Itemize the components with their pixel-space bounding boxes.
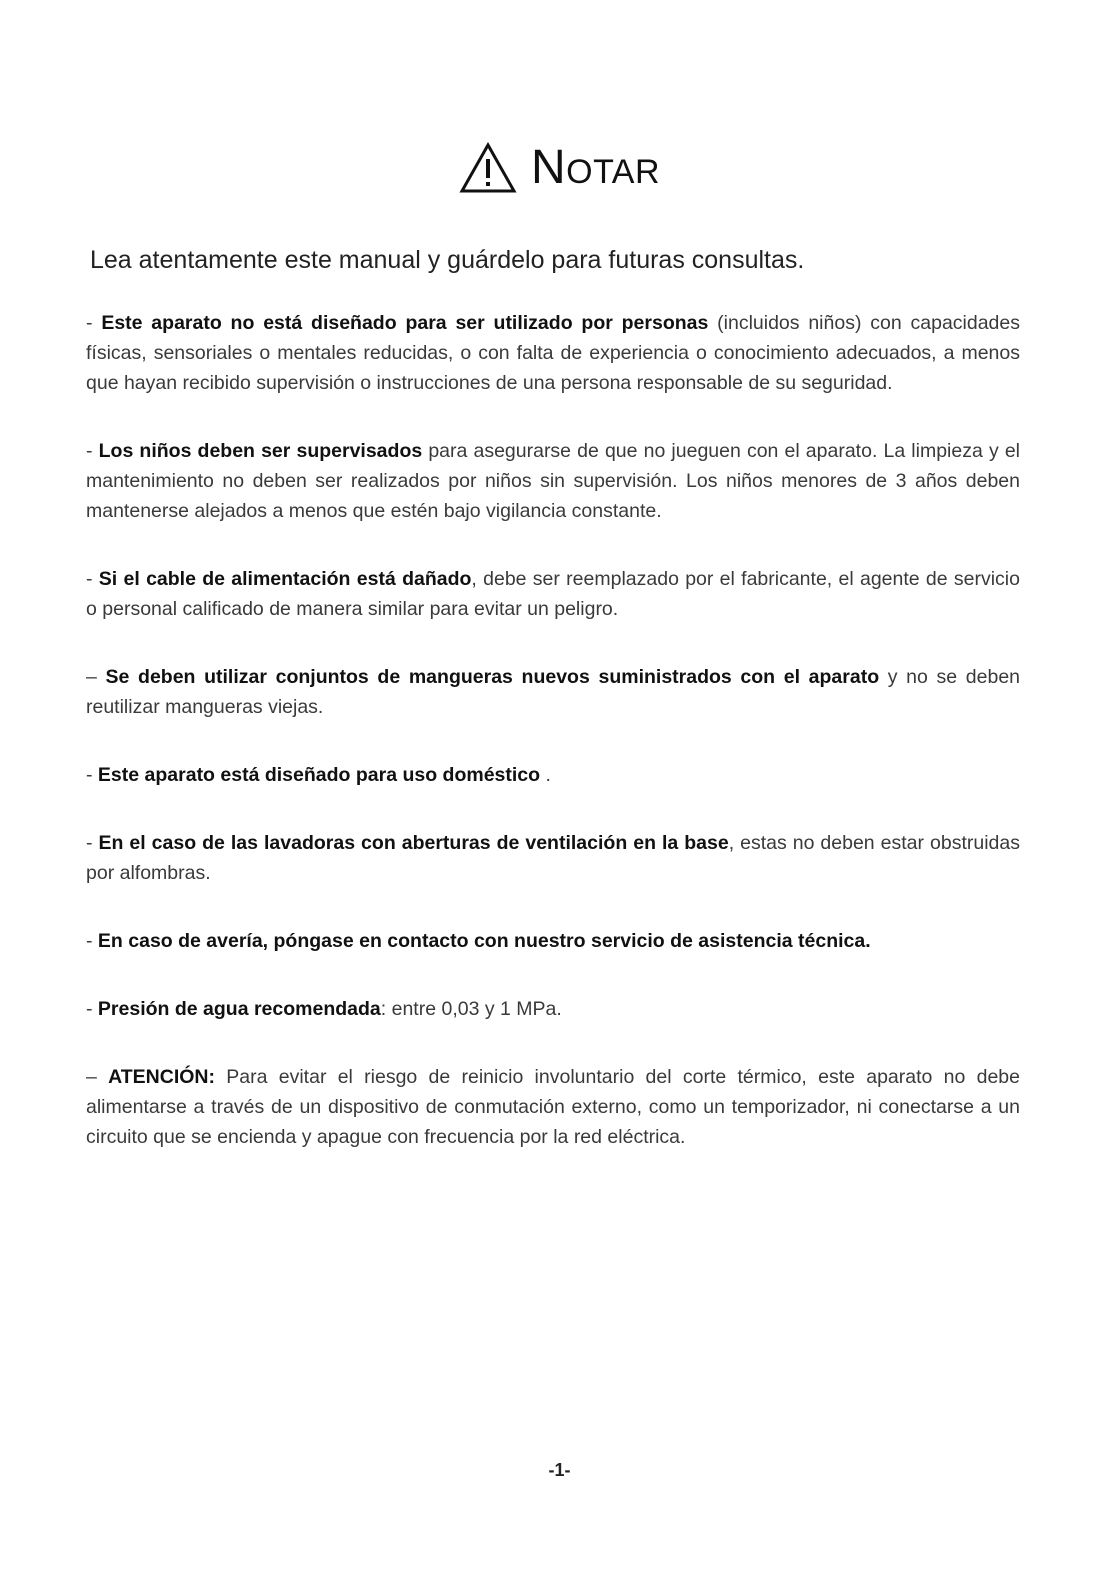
note-paragraph: - Este aparato está diseñado para uso doméstico . xyxy=(86,764,551,786)
note-paragraph: - En caso de avería, póngase en contacto con nuestro servicio de asistencia técnica. xyxy=(86,930,871,952)
safety-notes xyxy=(86,308,1020,1190)
note-paragraph: - Presión de agua recomendada: entre 0,03 y 1 MPa. xyxy=(86,998,562,1020)
note-paragraph: – ATENCIÓN: Para evitar el riesgo de reinicio involuntario del corte térmico, este aparato no debe alimentarse a través de un dispositivo de conmutación externo, como un temporizador, ni conectarse a un circuito que se encienda y apague con frecuencia por la red eléctrica. xyxy=(86,1066,1020,1148)
warning-triangle-icon xyxy=(459,142,517,194)
intro-text: Lea atentamente este manual y guárdelo para futuras consultas. xyxy=(90,246,805,274)
note-paragraph: - Los niños deben ser supervisados para asegurarse de que no jueguen con el aparato. La limpieza y el mantenimiento no deben ser realizados por niños sin supervisión. Los niños menores de 3 años deben mantenerse alejados a menos que estén bajo vigilancia constante. xyxy=(86,440,1020,522)
page-number: -1- xyxy=(548,1460,571,1480)
note-paragraph: – Se deben utilizar conjuntos de mangueras nuevos suministrados con el aparato y no se deben reutilizar mangueras viejas. xyxy=(86,666,1021,718)
title-row xyxy=(0,140,1119,195)
note-paragraph: - Este aparato no está diseñado para ser utilizado por personas (incluidos niños) con capacidades físicas, sensoriales o mentales reducidas, o con falta de experiencia o conocimiento adecuados, a menos que hayan recibido supervisión o instrucciones de una persona responsable de su seguridad. xyxy=(86,312,1020,394)
note-paragraph: - Si el cable de alimentación está dañado, debe ser reemplazado por el fabricante, el agente de servicio o personal calificado de manera similar para evitar un peligro. xyxy=(86,568,1020,620)
page-title: Notar xyxy=(530,141,661,194)
note-paragraph: - En el caso de las lavadoras con aberturas de ventilación en la base, estas no deben estar obstruidas por alfombras. xyxy=(86,832,1020,884)
